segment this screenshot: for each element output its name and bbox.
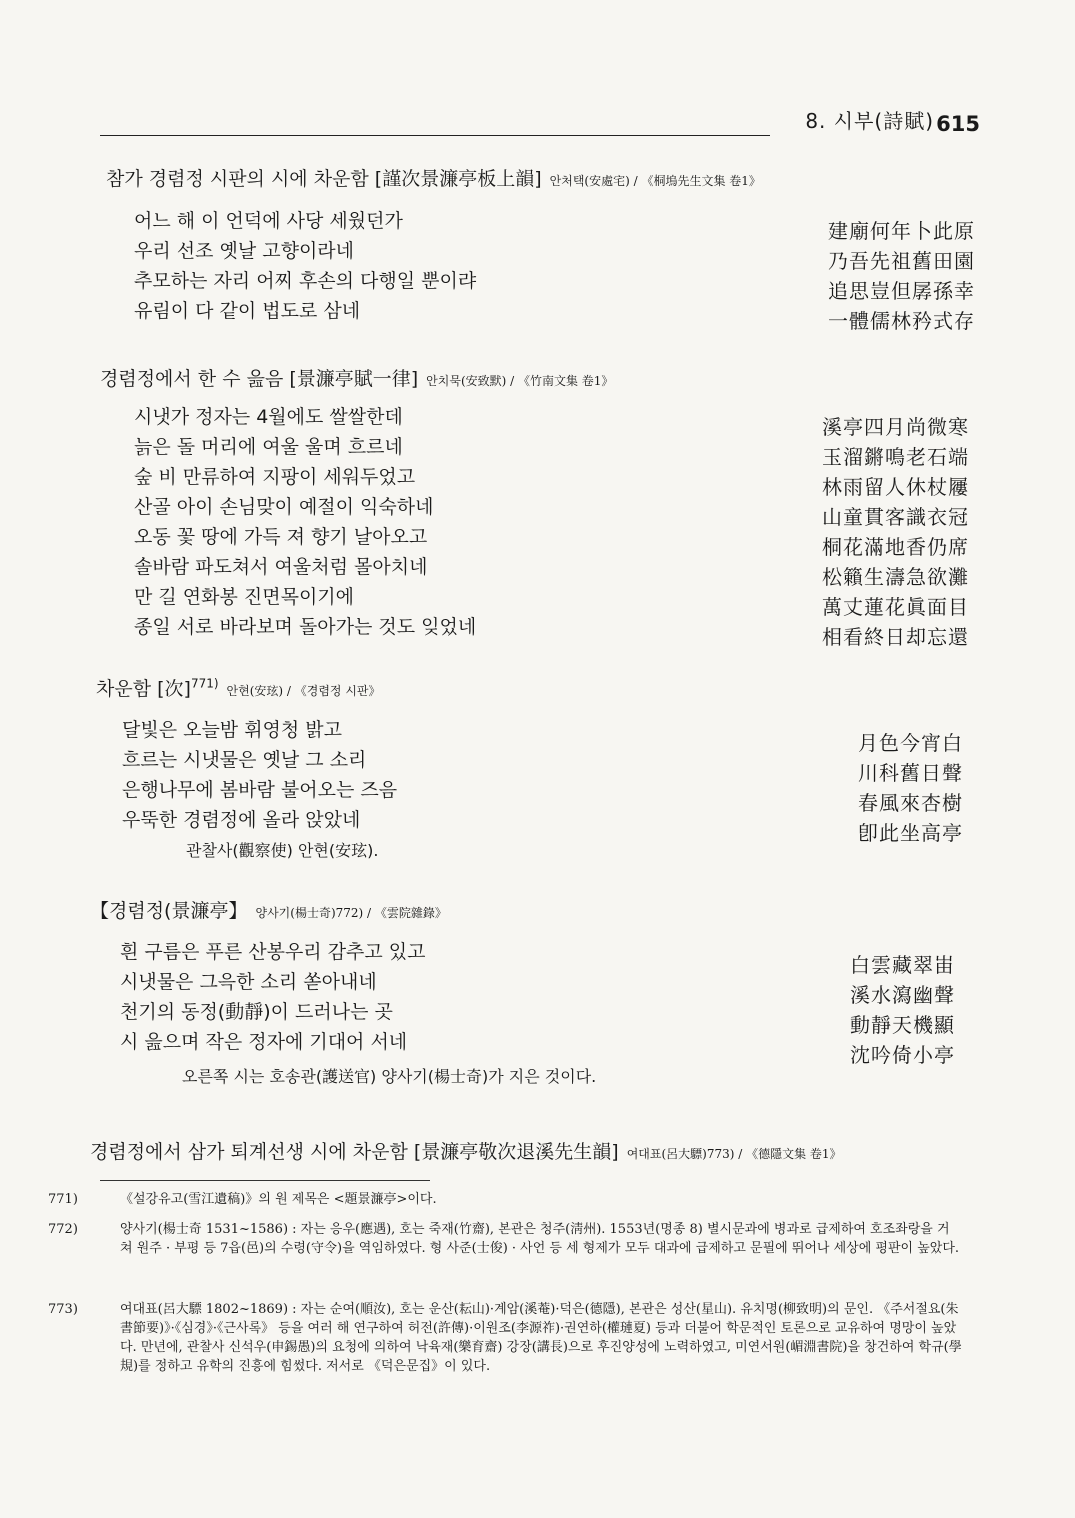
poem-line: 솔바람 파도쳐서 여울처럼 몰아치네 xyxy=(134,556,428,578)
poem-line: 산골 아이 손님맞이 예절이 익숙하네 xyxy=(134,496,434,518)
hanja-line: 動靜天機顯 xyxy=(850,1013,955,1037)
footnote-771 xyxy=(48,1190,962,1209)
hanja-line: 山童貫客識衣冠 xyxy=(822,505,969,529)
hanja-original xyxy=(858,728,963,848)
poem-title xyxy=(90,1137,842,1164)
page-number: 615 xyxy=(936,112,980,136)
poem-line: 우리 선조 옛날 고향이라네 xyxy=(134,240,355,262)
poem-line: 시냇가 정자는 4월에도 쌀쌀한데 xyxy=(134,406,403,428)
hanja-line: 月色今宵白 xyxy=(858,731,963,755)
korean-translation xyxy=(120,937,426,1057)
footnote-text: 여대표(呂大驃 1802~1869) : 자는 순여(順汝), 호는 운산(耘山)·계암(溪菴)·덕은(德隱), 본관은 성산(星山). 유치명(柳致明)의 문인. 《주서절요(朱書節要)》·《심경》·《근사록》 등을 여러 해 연구하여 허전(許傳)·이원조(李源祚)·권연하(權璉夏) 등과 더불어 학문적인 토론으로 교유하여 명망이 높았다. 만년에, 관찰사 신석우(申錫愚)의 요청에 의하여 낙육재(樂育齋) 강장(講長)으로 후진양성에 노력하였고, 미연서원(嵋淵書院)을 창건하여 학규(學規)를 정하고 유학의 진흥에 힘썼다. 저서로 《덕은문집》이 있다. xyxy=(120,1302,962,1374)
hanja-line: 桐花滿地香仍席 xyxy=(822,535,969,559)
poem-line: 오동 꽃 땅에 가득 져 향기 날아오고 xyxy=(134,526,428,548)
poem-line: 만 길 연화봉 진면목이기에 xyxy=(134,586,355,608)
hanja-line: 林雨留人休杖屨 xyxy=(822,475,969,499)
poem-title-text: 경렴정에서 삼가 퇴계선생 시에 차운함 [景濂亭敬次退溪先生韻] xyxy=(90,1141,619,1163)
poem-attribution: 관찰사(觀察使) 안현(安玹). xyxy=(186,841,379,860)
hanja-original xyxy=(822,412,969,652)
footnote-text: 양사기(楊士奇 1531~1586) : 자는 응우(應遇), 호는 죽재(竹齋), 본관은 청주(淸州). 1553년(명종 8) 별시문과에 병과로 급제하여 호조좌랑을 거쳐 원주 · 부평 등 7읍(邑)의 수령(守令)을 역임하였다. 형 사준(士俊) · 사언 등 세 형제가 모두 대과에 급제하고 문필에 뛰어나 세상에 평판이 높았다. xyxy=(120,1222,960,1256)
section-title: 8. 시부(詩賦) xyxy=(805,109,934,133)
footnote-number: 771) xyxy=(48,1192,78,1207)
poem-line: 천기의 동정(動靜)이 드러나는 곳 xyxy=(120,1001,393,1023)
poem-title xyxy=(90,896,447,923)
hanja-line: 松籟生濤急欲灘 xyxy=(822,565,969,589)
hanja-line: 乃吾先祖舊田園 xyxy=(828,249,975,273)
poem-line: 유림이 다 같이 법도로 삼네 xyxy=(134,300,361,322)
poem-title-text: 【경렴정(景濂亭】 xyxy=(90,900,248,922)
poem-line: 달빛은 오늘밤 휘영청 밝고 xyxy=(122,719,343,741)
poem-line: 시 읊으며 작은 정자에 기대어 서네 xyxy=(120,1031,408,1053)
poem-source: 양사기(楊士奇)772) / 《雲院雜錄》 xyxy=(255,906,447,920)
poem-line: 시냇물은 그윽한 소리 쏟아내네 xyxy=(120,971,377,993)
footnote-773 xyxy=(48,1300,962,1376)
poem-line: 흐르는 시냇물은 옛날 그 소리 xyxy=(122,749,367,771)
korean-translation xyxy=(122,715,397,835)
hanja-line: 溪亭四月尚微寒 xyxy=(822,415,969,439)
korean-translation xyxy=(134,402,476,642)
poem-source: 안치묵(安致默) / 《竹南文集 卷1》 xyxy=(426,374,614,388)
poem-source: 여대표(呂大驃)773) / 《德隱文集 卷1》 xyxy=(626,1147,842,1161)
poem-line: 늙은 돌 머리에 여울 울며 흐르네 xyxy=(134,436,403,458)
poem-title-text: 참가 경렴정 시판의 시에 차운함 [謹次景濂亭板上韻] xyxy=(106,168,542,190)
hanja-line: 建廟何年卜此原 xyxy=(828,219,975,243)
page-header xyxy=(100,109,980,136)
hanja-original xyxy=(828,216,975,336)
poem-line: 어느 해 이 언덕에 사당 세웠던가 xyxy=(134,210,403,232)
hanja-original xyxy=(850,950,955,1070)
hanja-line: 春風來杏樹 xyxy=(858,791,963,815)
header-rule xyxy=(100,135,770,136)
footnote-772 xyxy=(48,1220,962,1258)
hanja-line: 白雲藏翠峀 xyxy=(850,953,955,977)
poem-title-text: 경렴정에서 한 수 읊음 [景濂亭賦一律] xyxy=(100,368,419,390)
footnote-ref[interactable]: 771) xyxy=(190,676,219,691)
poem-line: 흰 구름은 푸른 산봉우리 감추고 있고 xyxy=(120,941,426,963)
hanja-line: 溪水瀉幽聲 xyxy=(850,983,955,1007)
poem-source: 안처택(安處宅) / 《桐塢先生文集 卷1》 xyxy=(549,174,761,188)
footnote-number: 773) xyxy=(48,1302,78,1317)
hanja-line: 一體儒林矜式存 xyxy=(828,309,975,333)
hanja-line: 沈吟倚小亭 xyxy=(850,1043,955,1067)
poem-attribution: 오른쪽 시는 호송관(護送官) 양사기(楊士奇)가 지은 것이다. xyxy=(182,1067,597,1086)
footnote-text: 《설강유고(雪江遺稿)》의 원 제목은 <題景濂亭>이다. xyxy=(120,1192,437,1207)
footnote-number: 772) xyxy=(48,1222,78,1237)
hanja-line: 萬丈蓮花眞面目 xyxy=(822,595,969,619)
poem-line: 추모하는 자리 어찌 후손의 다행일 뿐이랴 xyxy=(134,270,477,292)
poem-source: 안현(安玹) / 《경렴정 시판》 xyxy=(226,684,381,698)
poem-line: 종일 서로 바라보며 돌아가는 것도 잊었네 xyxy=(134,616,477,638)
hanja-line: 相看終日却忘還 xyxy=(822,625,969,649)
poem-title xyxy=(106,164,761,191)
poem-line: 은행나무에 봄바람 불어오는 즈음 xyxy=(122,779,398,801)
poem-title-text: 차운함 [次] xyxy=(96,678,191,700)
poem-title xyxy=(100,364,613,391)
hanja-line: 川科舊日聲 xyxy=(858,761,963,785)
poem-title xyxy=(96,674,381,701)
poem-line: 숲 비 만류하여 지팡이 세워두었고 xyxy=(134,466,416,488)
korean-translation xyxy=(134,206,476,326)
footnote-rule xyxy=(100,1180,430,1181)
hanja-line: 卽此坐高亭 xyxy=(858,821,963,845)
hanja-line: 玉溜鏘鳴老石端 xyxy=(822,445,969,469)
hanja-line: 追思豈但孱孫幸 xyxy=(828,279,975,303)
poem-line: 우뚝한 경렴정에 올라 앉았네 xyxy=(122,809,361,831)
